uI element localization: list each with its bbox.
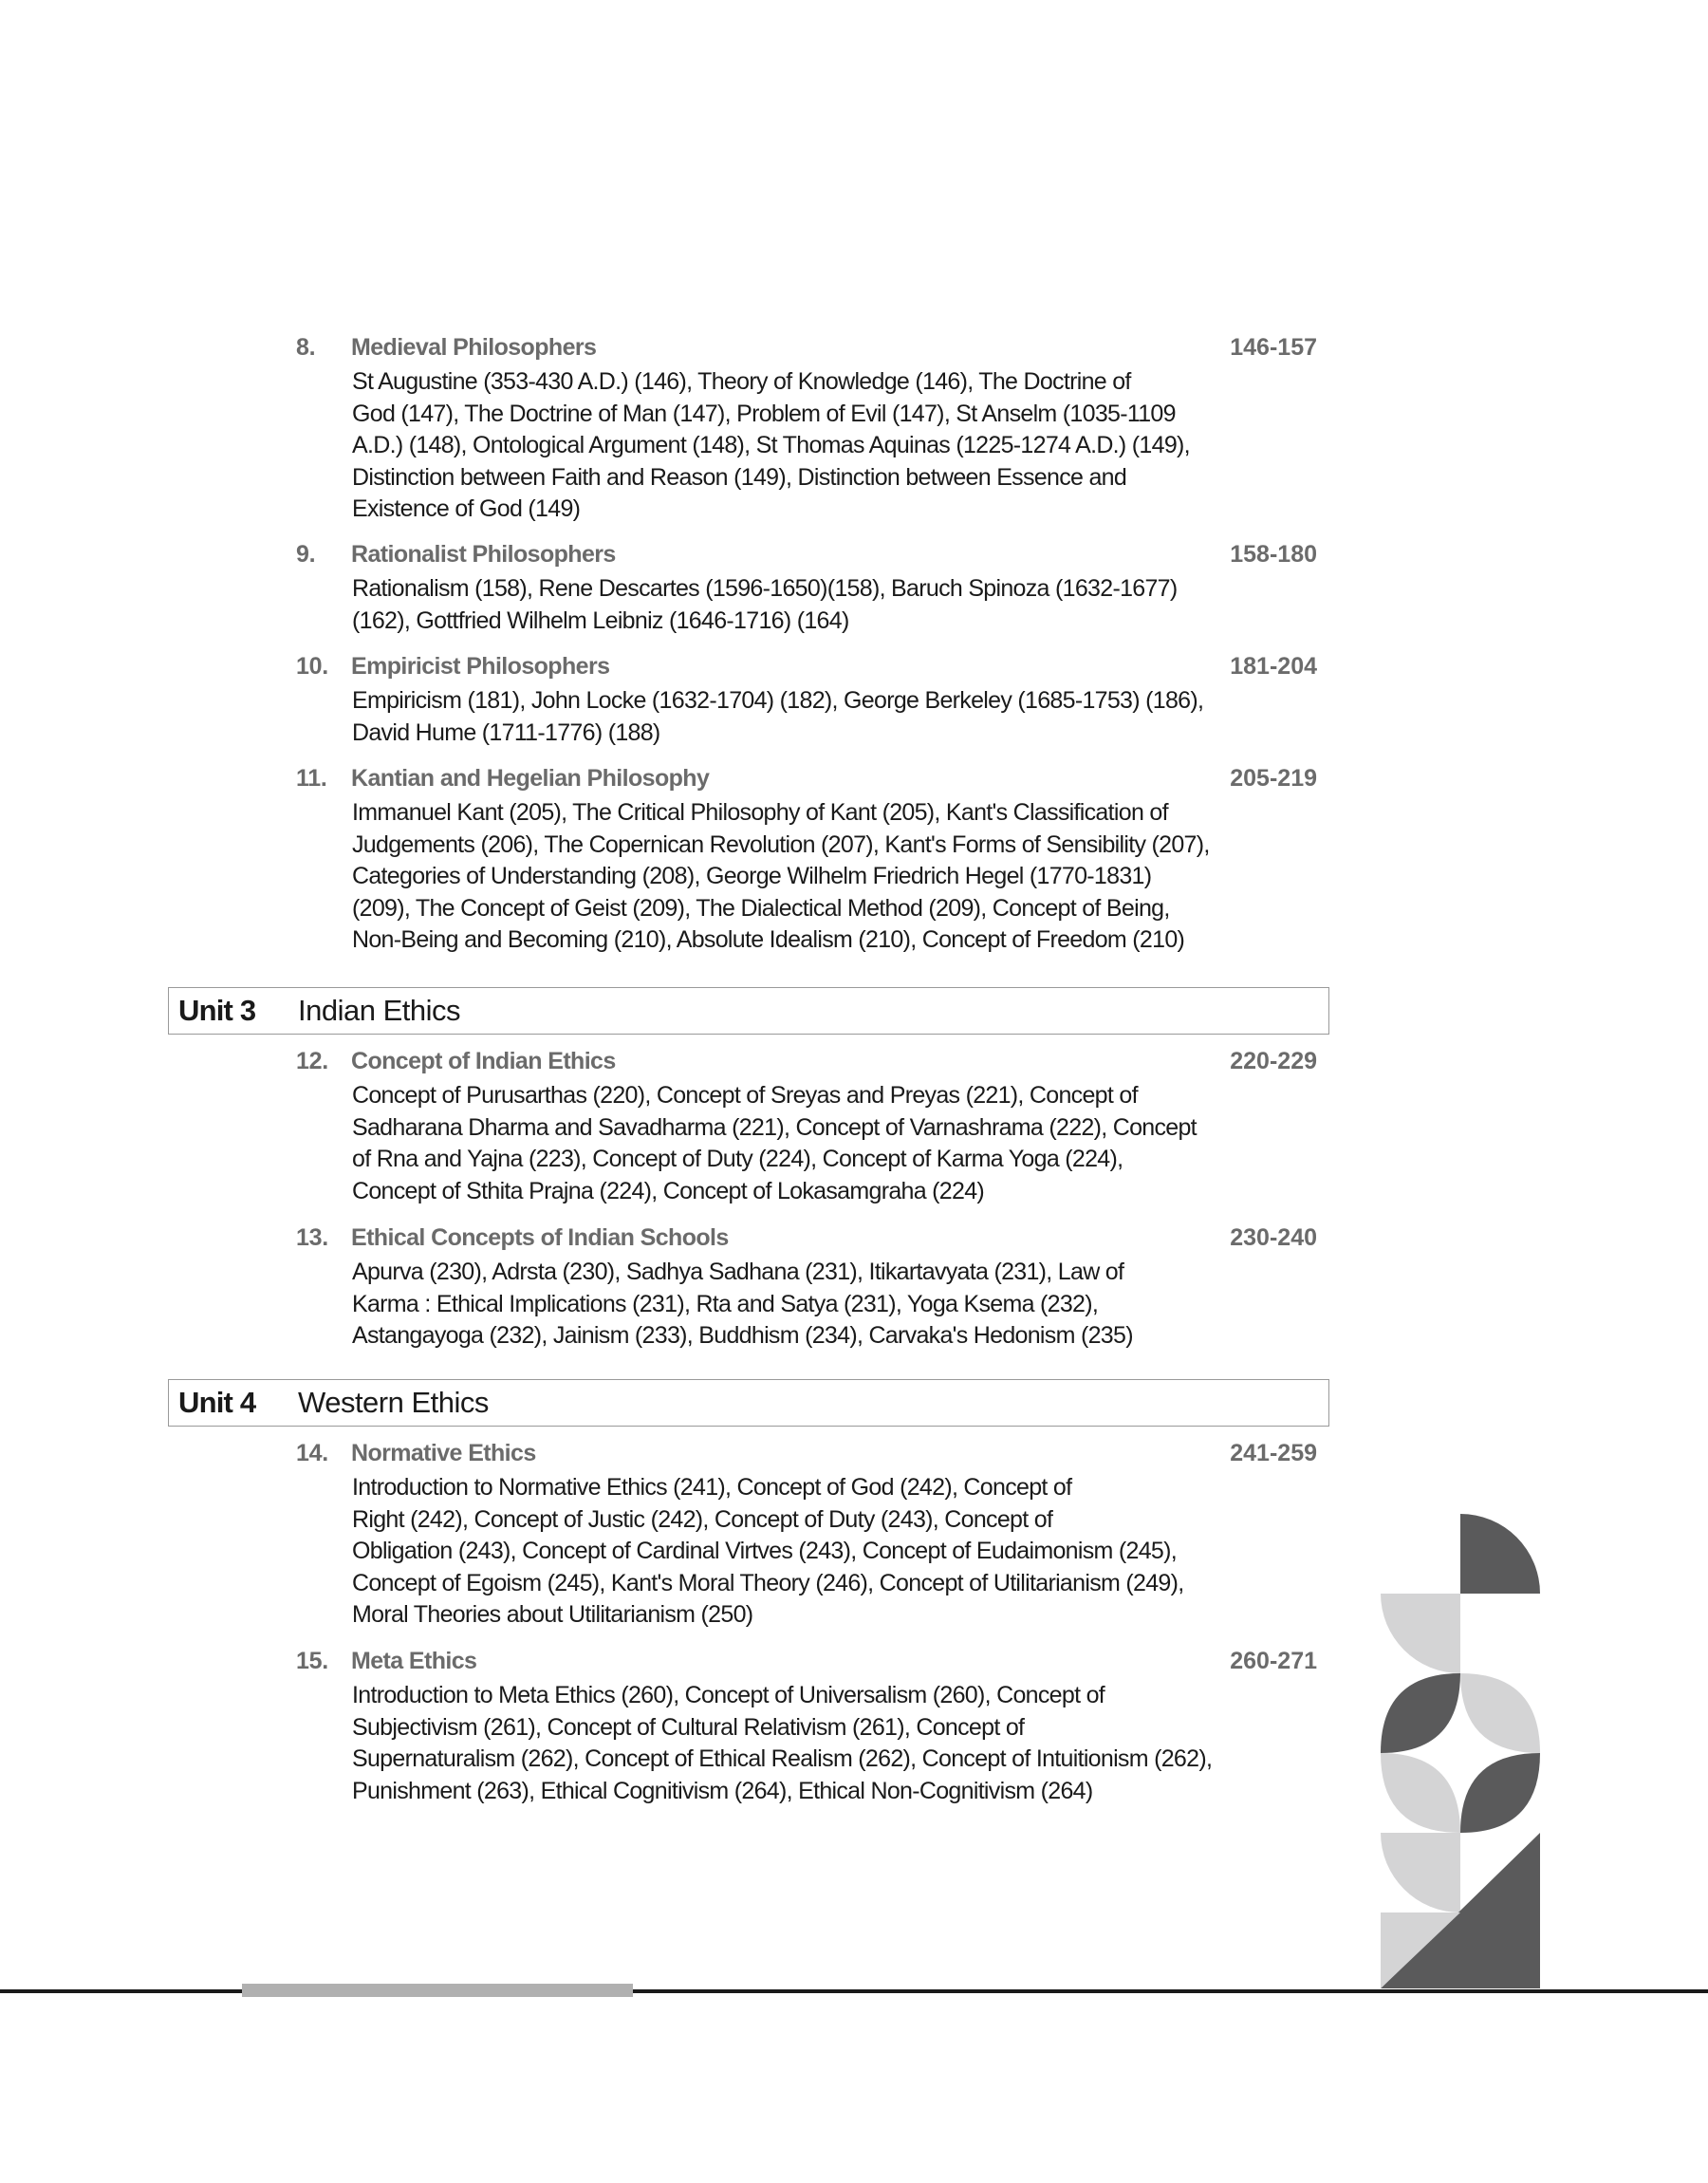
- chapter-topics: Apurva (230), Adrsta (230), Sadhya Sadhana (231), Itikartavyata (231), Law of Karma : Ethical Implications (231), Rta and Satya (231), Yoga Ksema (232), Astangayoga (232), Jainism (233), Buddhism (234), Carvaka's Hedonism (235): [352, 1259, 1133, 1349]
- chapter-title: Ethical Concepts of Indian Schools: [351, 1224, 729, 1251]
- chapter-number: 13.: [296, 1224, 328, 1251]
- chapter-title: Normative Ethics: [351, 1440, 536, 1466]
- chapter-page-range: 158-180: [1230, 541, 1317, 568]
- chapter-page-range: 260-271: [1230, 1648, 1317, 1674]
- quarter-circle-dark-top: [1460, 1514, 1540, 1594]
- chapter-title: Rationalist Philosophers: [351, 541, 616, 568]
- leaf-shape-dark-right: [1460, 1753, 1540, 1833]
- unit-label: Unit 3: [178, 994, 256, 1027]
- chapter-12: [296, 1048, 1317, 1207]
- chapter-title: Concept of Indian Ethics: [351, 1048, 616, 1074]
- chapter-topics: Immanuel Kant (205), The Critical Philosophy of Kant (205), Kant's Classification of Judgements (206), The Copernican Revolution (207), Kant's Forms of Sensibility (207), Categories of Understanding (208), George Wilhelm Friedrich Hegel (1770-1831) (209), The Concept of Geist (209), The Dialectical Method (209), Concept of Being, Non-Being and Becoming (210), Absolute Idealism (210), Concept of Freedom (210): [352, 799, 1210, 953]
- chapter-10: [296, 653, 1317, 749]
- chapter-number: 12.: [296, 1048, 328, 1074]
- chapter-8: [296, 334, 1317, 526]
- chapter-page-range: 181-204: [1230, 653, 1317, 680]
- chapter-number: 8.: [296, 334, 316, 361]
- quarter-circle-light: [1381, 1594, 1460, 1673]
- chapter-title: Medieval Philosophers: [351, 334, 597, 361]
- unit-title: Western Ethics: [298, 1386, 489, 1419]
- chapter-15: [296, 1648, 1317, 1807]
- chapter-topics: Introduction to Meta Ethics (260), Concept of Universalism (260), Concept of Subjectivism (261), Concept of Cultural Relativism (261), Concept of Supernaturalism (262), Concept of Ethical Realism (262), Concept of Intuitionism (262), Punishment (263), Ethical Cognitivism (264), Ethical Non-Cognitivism (264): [352, 1682, 1213, 1804]
- chapter-title: Empiricist Philosophers: [351, 653, 610, 680]
- chapter-page-range: 205-219: [1230, 765, 1317, 792]
- unit-label: Unit 4: [178, 1386, 256, 1419]
- leaf-shape-light-left: [1381, 1753, 1460, 1833]
- quarter-circle-light-bottom: [1381, 1833, 1460, 1912]
- chapter-14: [296, 1440, 1317, 1632]
- chapter-9: [296, 541, 1317, 637]
- chapter-number: 9.: [296, 541, 316, 568]
- chapter-page-range: 241-259: [1230, 1440, 1317, 1466]
- leaf-shape-light-right: [1460, 1673, 1540, 1753]
- chapter-topics: Concept of Purusarthas (220), Concept of Sreyas and Preyas (221), Concept of Sadharana Dharma and Savadharma (221), Concept of Varnashrama (222), Concept of Rna and Yajna (223), Concept of Duty (224), Concept of Karma Yoga (224), Concept of Sthita Prajna (224), Concept of Lokasamgraha (224): [352, 1082, 1197, 1204]
- chapter-title: Kantian and Hegelian Philosophy: [351, 765, 710, 792]
- chapter-title: Meta Ethics: [351, 1648, 477, 1674]
- chapter-number: 11.: [296, 765, 327, 792]
- footer-accent-bar: [242, 1984, 633, 1997]
- chapter-page-range: 220-229: [1230, 1048, 1317, 1074]
- unit-header-3: [168, 987, 1329, 1035]
- chapter-topics: Rationalism (158), Rene Descartes (1596-1650)(158), Baruch Spinoza (1632-1677) (162), Gottfried Wilhelm Leibniz (1646-1716) (164): [352, 575, 1178, 634]
- chapter-page-range: 230-240: [1230, 1224, 1317, 1251]
- chapter-topics: St Augustine (353-430 A.D.) (146), Theory of Knowledge (146), The Doctrine of God (147), The Doctrine of Man (147), Problem of Evil (147), St Anselm (1035-1109 A.D.) (148), Ontological Argument (148), St Thomas Aquinas (1225-1274 A.D.) (149), Distinction between Faith and Reason (149), Distinction between Essence and Existence of God (149): [352, 368, 1190, 522]
- chapter-number: 10.: [296, 653, 328, 680]
- chapter-page-range: 146-157: [1230, 334, 1317, 361]
- decorative-shapes: [1381, 1514, 1542, 1988]
- unit-header-4: [168, 1379, 1329, 1427]
- chapter-11: [296, 765, 1317, 957]
- chapter-number: 14.: [296, 1440, 328, 1466]
- chapter-number: 15.: [296, 1648, 328, 1674]
- chapter-topics: Empiricism (181), John Locke (1632-1704) (182), George Berkeley (1685-1753) (186), David Hume (1711-1776) (188): [352, 687, 1204, 746]
- chapter-topics: Introduction to Normative Ethics (241), Concept of God (242), Concept of Right (242), Concept of Justic (242), Concept of Duty (243), Concept of Obligation (243), Concept of Cardinal Virtves (243), Concept of Eudaimonism (245), Concept of Egoism (245), Kant's Moral Theory (246), Concept of Utilitarianism (249), Moral Theories about Utilitarianism (250): [352, 1474, 1184, 1628]
- unit-title: Indian Ethics: [298, 994, 460, 1027]
- chapter-13: [296, 1224, 1317, 1353]
